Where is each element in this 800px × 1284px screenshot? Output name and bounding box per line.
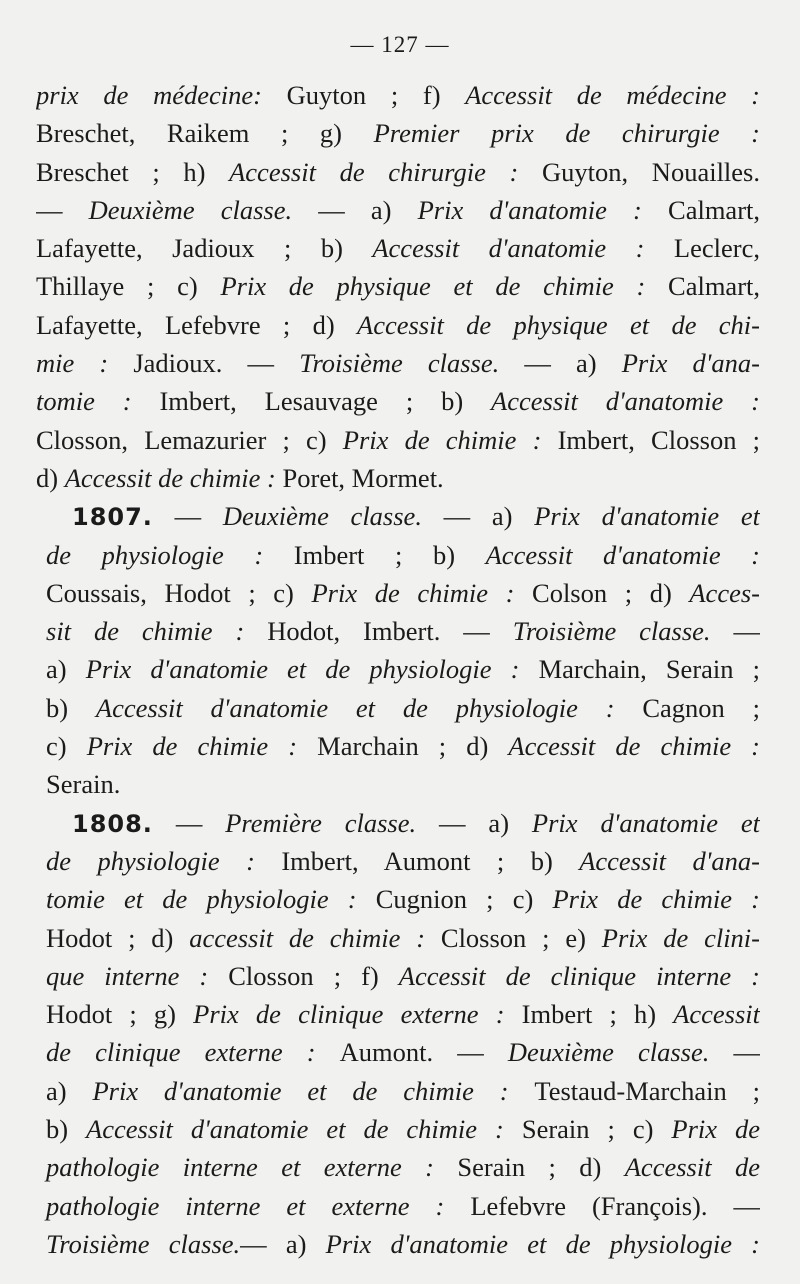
italic-text: que interne : bbox=[46, 960, 229, 991]
text-span: Serain ; d) bbox=[457, 1152, 625, 1183]
text-span: Closson ; f) bbox=[228, 960, 399, 991]
text-span: Hodot, Imbert. — bbox=[267, 616, 513, 647]
italic-text: Deuxième classe. bbox=[222, 501, 422, 532]
italic-text: pathologie interne et externe : bbox=[46, 1190, 471, 1221]
italic-text: Prix de bbox=[671, 1114, 760, 1145]
text-span: — a) bbox=[292, 194, 418, 225]
italic-text: prix de médecine: bbox=[36, 80, 287, 110]
text-line bbox=[36, 421, 760, 459]
italic-text: Acces- bbox=[689, 577, 760, 608]
text-span: Imbert, Aumont ; b) bbox=[281, 845, 580, 876]
text-line bbox=[36, 842, 760, 880]
text-line bbox=[36, 229, 760, 267]
text-span: d) bbox=[36, 462, 65, 493]
text-span: Cagnon ; bbox=[642, 692, 760, 723]
text-span: — bbox=[709, 1037, 760, 1068]
text-line bbox=[36, 880, 760, 918]
text-line bbox=[36, 1148, 760, 1186]
text-span: — bbox=[152, 501, 223, 532]
text-line bbox=[36, 191, 760, 229]
italic-text: de physiologie : bbox=[46, 539, 294, 570]
text-span: Colson ; d) bbox=[532, 577, 690, 608]
text-span: — bbox=[710, 616, 760, 647]
text-line bbox=[36, 727, 760, 765]
text-span: Lefebvre (François). — bbox=[470, 1190, 760, 1221]
text-span: Coussais, Hodot ; c) bbox=[46, 577, 312, 608]
text-line bbox=[36, 1033, 760, 1071]
text-span: Calmart, bbox=[668, 194, 760, 225]
text-span: Imbert ; h) bbox=[521, 999, 674, 1030]
italic-text: Prix d'anatomie et bbox=[531, 807, 760, 838]
text-line bbox=[36, 114, 760, 152]
text-line bbox=[36, 344, 760, 382]
text-span: — bbox=[36, 194, 89, 225]
italic-text: Prix de chimie : bbox=[342, 424, 558, 455]
italic-text: Prix d'anatomie et de physiologie : bbox=[85, 654, 539, 685]
italic-text: pathologie interne et externe : bbox=[46, 1152, 458, 1183]
page-number: — 127 — bbox=[350, 32, 450, 57]
text-line bbox=[36, 1110, 760, 1148]
text-span: a) bbox=[46, 654, 86, 685]
text-span: Leclerc, bbox=[673, 233, 760, 264]
italic-text: Prix de physique et de chimie : bbox=[220, 271, 669, 302]
italic-text: Accessit bbox=[673, 999, 760, 1030]
text-span: b) bbox=[46, 692, 96, 723]
text-span: Thillaye ; c) bbox=[36, 271, 221, 302]
italic-text: Prix de chimie : bbox=[552, 884, 760, 915]
text-line bbox=[36, 689, 760, 727]
text-span: — a) bbox=[240, 1228, 326, 1259]
italic-text: Accessit d'anatomie : bbox=[491, 386, 760, 417]
text-line bbox=[36, 267, 760, 305]
italic-text: Accessit de physique et de chi- bbox=[357, 309, 760, 340]
text-span: Marchain, Serain ; bbox=[538, 654, 760, 685]
text-line bbox=[36, 995, 760, 1033]
italic-text: Accessit de clinique interne : bbox=[398, 960, 760, 991]
italic-text: Première classe. bbox=[225, 807, 417, 838]
text-line bbox=[36, 76, 760, 114]
italic-text: Troisième classe. bbox=[512, 616, 711, 647]
text-span: Poret, Mormet. bbox=[282, 462, 444, 493]
text-span: Imbert, Closson ; bbox=[557, 424, 760, 455]
text-line bbox=[36, 1225, 760, 1263]
text-span: Marchain ; d) bbox=[317, 731, 509, 762]
text-span: Serain ; c) bbox=[521, 1114, 672, 1145]
text-span: Jadioux. — bbox=[133, 348, 300, 379]
italic-text: Prix de clini- bbox=[601, 922, 760, 953]
italic-text: Prix d'anatomie et bbox=[534, 501, 760, 532]
italic-text: tomie : bbox=[36, 386, 160, 417]
text-span: Hodot ; d) bbox=[46, 922, 190, 953]
text-span: Guyton ; f) bbox=[286, 80, 466, 110]
italic-text: mie : bbox=[36, 348, 134, 379]
text-span: Breschet ; h) bbox=[36, 156, 230, 187]
text-line bbox=[36, 536, 760, 574]
text-span: a) bbox=[46, 1075, 93, 1106]
italic-text: Deuxième classe. bbox=[507, 1037, 710, 1068]
text-span: Closson, Lemazurier ; c) bbox=[36, 424, 343, 455]
text-span: b) bbox=[46, 1114, 87, 1145]
text-line bbox=[36, 153, 760, 191]
year-heading: 1807. bbox=[72, 503, 153, 532]
text-line bbox=[36, 804, 760, 842]
text-span: Cugnion ; c) bbox=[375, 884, 553, 915]
text-body bbox=[36, 76, 760, 1263]
text-span: Testaud-Marchain ; bbox=[534, 1075, 760, 1106]
text-span: — bbox=[152, 807, 226, 838]
italic-text: de physiologie : bbox=[46, 845, 282, 876]
italic-text: Accessit de chirurgie : bbox=[229, 156, 543, 187]
text-span: — a) bbox=[499, 348, 622, 379]
text-span: Guyton, Nouailles. bbox=[542, 156, 760, 187]
italic-text: Troisième classe. bbox=[299, 348, 500, 379]
italic-text: Prix d'anatomie : bbox=[417, 194, 669, 225]
text-span: — a) bbox=[416, 807, 532, 838]
text-line bbox=[36, 382, 760, 420]
italic-text: Accessit d'anatomie et de chimie : bbox=[86, 1114, 522, 1145]
italic-text: Accessit d'ana- bbox=[579, 845, 760, 876]
italic-text: Prix d'anatomie et de physiologie : bbox=[325, 1228, 760, 1259]
italic-text: Troisième classe. bbox=[46, 1228, 241, 1259]
italic-text: Accessit d'anatomie : bbox=[372, 233, 674, 264]
italic-text: Prix de chimie : bbox=[86, 731, 318, 762]
italic-text: Premier prix de chirurgie : bbox=[373, 118, 760, 149]
text-line bbox=[36, 957, 760, 995]
text-line bbox=[36, 765, 760, 803]
italic-text: de clinique externe : bbox=[46, 1037, 340, 1068]
text-line bbox=[36, 459, 760, 497]
italic-text: Accessit d'anatomie et de physiologie : bbox=[95, 692, 643, 723]
text-line bbox=[36, 612, 760, 650]
text-span: — a) bbox=[421, 501, 535, 532]
text-line bbox=[36, 574, 760, 612]
text-span: Imbert ; b) bbox=[293, 539, 486, 570]
italic-text: Accessit d'anatomie : bbox=[485, 539, 760, 570]
text-span: Calmart, bbox=[668, 271, 760, 302]
italic-text: Accessit de médecine : bbox=[465, 80, 760, 110]
text-line bbox=[36, 650, 760, 688]
text-line bbox=[36, 919, 760, 957]
text-span: Lafayette, Jadioux ; b) bbox=[36, 233, 373, 264]
text-line bbox=[36, 497, 760, 535]
text-span: Breschet, Raikem ; g) bbox=[36, 118, 374, 149]
italic-text: Prix de chimie : bbox=[311, 577, 533, 608]
year-heading: 1808. bbox=[72, 809, 153, 838]
text-line bbox=[36, 1072, 760, 1110]
text-span: Lafayette, Lefebvre ; d) bbox=[36, 309, 358, 340]
italic-text: tomie et de physiologie : bbox=[46, 884, 376, 915]
italic-text: Prix d'ana- bbox=[621, 348, 760, 379]
text-span: Closson ; e) bbox=[440, 922, 602, 953]
italic-text: Prix d'anatomie et de chimie : bbox=[92, 1075, 535, 1106]
italic-text: Deuxième classe. bbox=[88, 194, 293, 225]
italic-text: Accessit de chimie : bbox=[508, 731, 760, 762]
italic-text: Accessit de bbox=[624, 1152, 760, 1183]
text-span: Imbert, Lesauvage ; b) bbox=[159, 386, 492, 417]
text-span: Aumont. — bbox=[339, 1037, 508, 1068]
italic-text: Accessit de chimie : bbox=[64, 462, 283, 493]
italic-text: sit de chimie : bbox=[46, 616, 268, 647]
italic-text: Prix de clinique externe : bbox=[193, 999, 522, 1030]
text-span: Hodot ; g) bbox=[46, 999, 194, 1030]
text-line bbox=[36, 1187, 760, 1225]
text-line bbox=[36, 306, 760, 344]
text-span: c) bbox=[46, 731, 87, 762]
italic-text: accessit de chimie : bbox=[189, 922, 441, 953]
text-span: Serain. bbox=[46, 769, 121, 800]
